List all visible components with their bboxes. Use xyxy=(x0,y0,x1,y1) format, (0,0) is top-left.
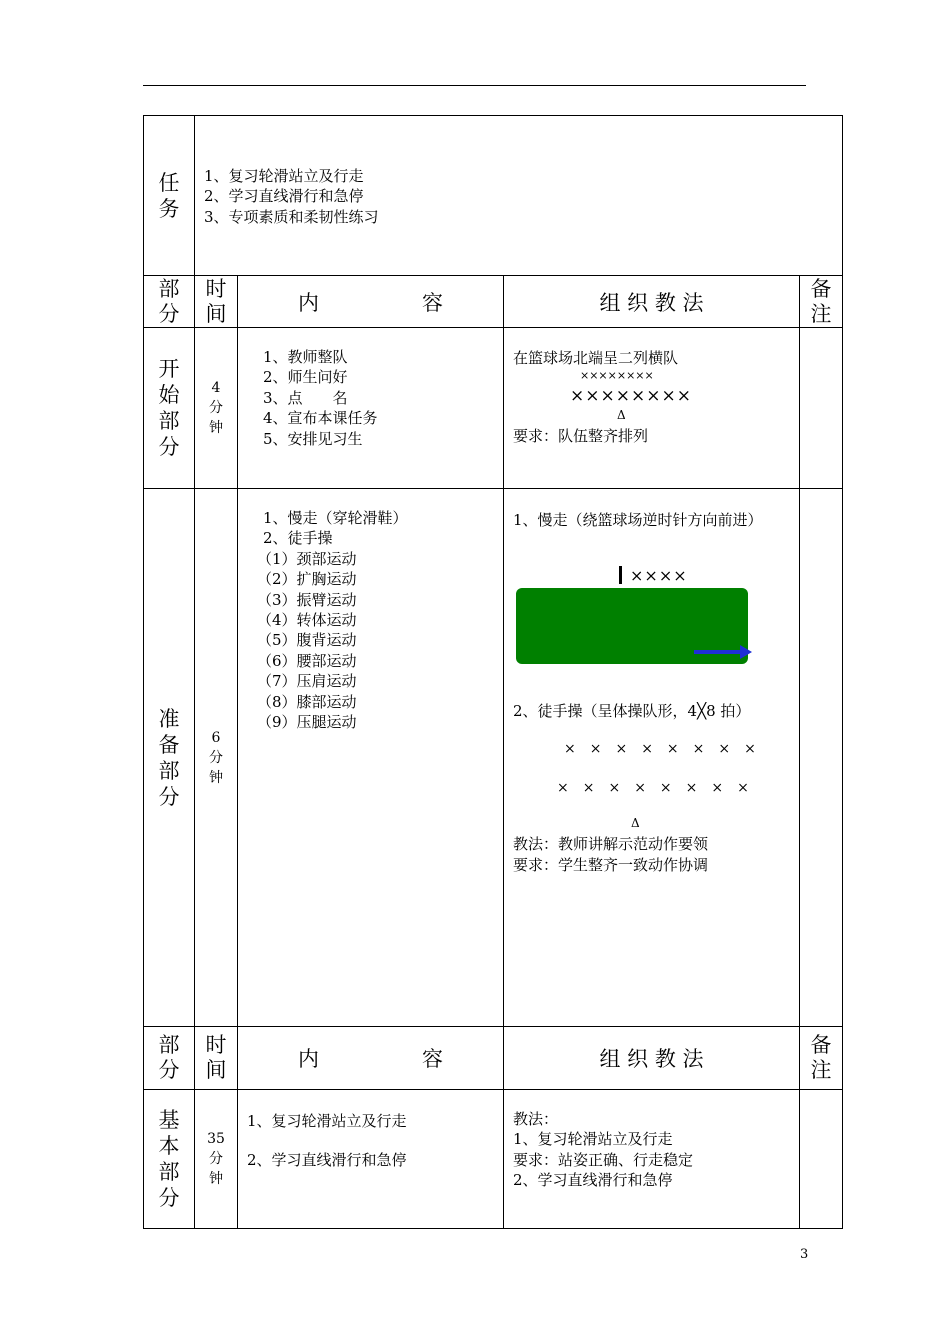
col-header-time: 时 间 xyxy=(194,275,238,328)
gym-desc: 2、徒手操（呈体操队形，4╳8 拍） xyxy=(513,702,751,720)
method-line: 要求：站姿正确、行走稳定 xyxy=(513,1150,694,1169)
list-item: 1、复习轮滑站立及行走 xyxy=(247,1112,407,1130)
list-item: 2、学习直线滑行和急停 xyxy=(247,1151,407,1169)
start-part-label: 开 始 部 分 xyxy=(143,327,195,489)
formation-row-2: ×××××××× xyxy=(570,386,692,406)
list-item: （5）腹背运动 xyxy=(257,631,357,650)
col-header-content: 内 容 xyxy=(237,1026,504,1090)
prep-part-label: 准 备 部 分 xyxy=(143,488,195,1027)
col-header-note: 备 注 xyxy=(799,1026,843,1090)
start-content xyxy=(237,327,504,489)
list-item: 4、宣布本课任务 xyxy=(263,409,378,428)
requirement: 要求：队伍整齐排列 xyxy=(513,427,649,445)
prep-note xyxy=(799,488,843,1027)
requirement: 要求：学生整齐一致动作协调 xyxy=(513,856,709,874)
list-item: （6）腰部运动 xyxy=(257,651,357,670)
method-line: 1、复习轮滑站立及行走 xyxy=(513,1130,673,1149)
method-line: 2、学习直线滑行和急停 xyxy=(513,1171,673,1190)
task-item: 2、学习直线滑行和急停 xyxy=(204,187,364,206)
list-item: 1、教师整队 xyxy=(263,348,348,366)
start-line-marker xyxy=(619,566,622,584)
col-header-part: 部 分 xyxy=(143,1026,195,1090)
list-item: （1）颈部运动 xyxy=(257,549,357,568)
header-rule xyxy=(143,85,806,86)
formation-row-1: ×××××××× xyxy=(580,369,654,382)
walk-row: ×××× xyxy=(630,566,688,585)
gym-row-2: × × × × × × × × xyxy=(557,780,749,796)
col-header-content: 内 容 xyxy=(237,275,504,328)
gym-row-1: × × × × × × × × xyxy=(564,741,756,757)
list-item: 2、徒手操 xyxy=(263,529,333,548)
prep-method xyxy=(503,488,800,1027)
task-label: 任 务 xyxy=(143,115,195,276)
start-method xyxy=(503,327,800,489)
walk-desc: 1、慢走（绕篮球场逆时针方向前进） xyxy=(513,511,763,529)
list-item: （9）压腿运动 xyxy=(257,713,357,732)
list-item: （2）扩胸运动 xyxy=(257,570,357,589)
list-item: （8）膝部运动 xyxy=(257,692,357,711)
basic-part-label: 基 本 部 分 xyxy=(143,1089,195,1229)
page-number: 3 xyxy=(800,1247,809,1262)
list-item: 3、点 名 xyxy=(263,388,348,407)
basic-content xyxy=(237,1089,504,1229)
start-note xyxy=(799,327,843,489)
col-header-method: 组 织 教 法 xyxy=(503,275,800,328)
list-item: 1、慢走（穿轮滑鞋） xyxy=(263,509,408,527)
col-header-time: 时 间 xyxy=(194,1026,238,1090)
list-item: 5、安排见习生 xyxy=(263,429,363,448)
arrow-right-icon xyxy=(740,645,752,659)
method-line: 教法： xyxy=(513,1110,559,1128)
formation-desc: 在篮球场北端呈二列横队 xyxy=(513,349,679,367)
prep-content xyxy=(237,488,504,1027)
prep-time: 6 分 钟 xyxy=(194,488,238,1027)
basic-method xyxy=(503,1089,800,1229)
direction-arrow xyxy=(694,650,740,654)
teacher-mark: Δ xyxy=(617,408,626,422)
teach-method: 教法：教师讲解示范动作要领 xyxy=(513,835,709,853)
list-item: （3）振臂运动 xyxy=(257,590,357,609)
basic-note xyxy=(799,1089,843,1229)
task-item: 3、专项素质和柔韧性练习 xyxy=(204,207,379,226)
teacher-mark: Δ xyxy=(631,816,640,830)
list-item: 2、师生问好 xyxy=(263,368,348,387)
col-header-part: 部 分 xyxy=(143,275,195,328)
basic-time: 35 分 钟 xyxy=(194,1089,238,1229)
start-time: 4 分 钟 xyxy=(194,327,238,489)
task-item: 1、复习轮滑站立及行走 xyxy=(204,167,364,185)
list-item: （4）转体运动 xyxy=(257,611,357,630)
col-header-note: 备 注 xyxy=(799,275,843,328)
col-header-method: 组 织 教 法 xyxy=(503,1026,800,1090)
task-list xyxy=(194,115,843,276)
list-item: （7）压肩运动 xyxy=(257,672,357,691)
